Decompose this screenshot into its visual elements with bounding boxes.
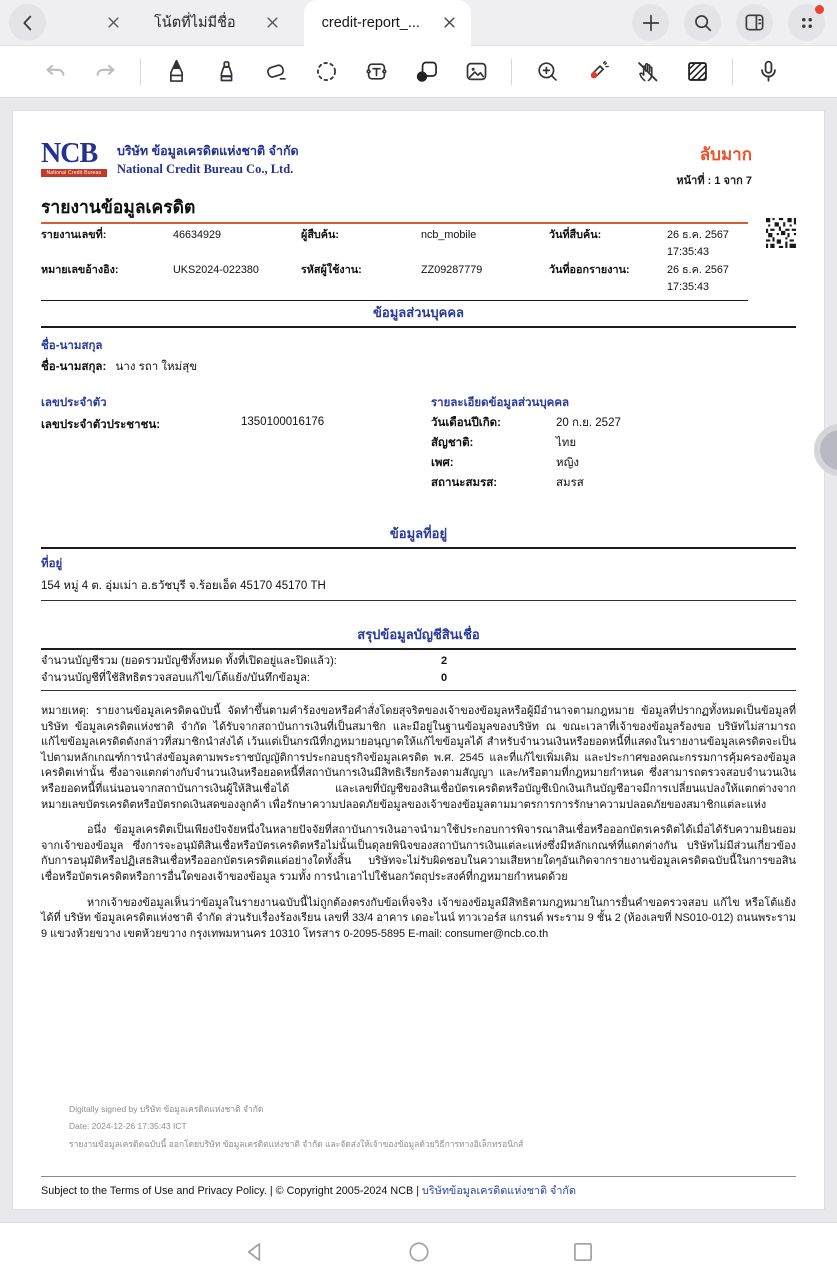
new-tab-button[interactable]	[632, 4, 669, 41]
summary-label: จำนวนบัญชีที่ใช้สิทธิตรวจสอบแก้ไข/โต้แย้ง/บันทึกข้อมูล:	[41, 671, 310, 684]
annotation-toolbar	[0, 46, 837, 98]
detail-value: สมรส	[556, 477, 584, 490]
report-header	[41, 138, 796, 189]
microphone-icon	[755, 58, 782, 85]
meta-value: 26 ธ.ค. 2567 17:35:43	[667, 263, 729, 293]
text-tool-icon	[363, 58, 390, 85]
page-footer	[41, 1176, 796, 1199]
name-label: ชื่อ-นามสกุล:	[41, 361, 107, 374]
signature-line-1: Digitally signed by บริษัท ข้อมูลเครดิตแห่งชาติ จำกัด	[69, 1104, 264, 1114]
meta-value: ZZ09287779	[421, 263, 483, 276]
undo-button[interactable]	[30, 50, 80, 94]
notification-badge	[815, 5, 824, 14]
search-icon	[692, 12, 714, 34]
id-value: 1350100016176	[241, 416, 325, 429]
tab-title-note[interactable]: โน้ตที่ไม่มีชื่อ	[154, 15, 236, 31]
detail-label: สัญชาติ:	[431, 437, 474, 450]
detail-label: วันเดือนปีเกิด:	[431, 417, 501, 430]
shapes-tool-button[interactable]	[401, 50, 451, 94]
close-tab-button[interactable]	[98, 8, 128, 38]
lasso-tool-button[interactable]	[301, 50, 351, 94]
split-view-button[interactable]	[736, 4, 773, 41]
meta-value: 26 ธ.ค. 2567 17:35:43	[667, 229, 729, 259]
apps-menu-button[interactable]	[788, 4, 825, 41]
detail-value: หญิง	[556, 457, 579, 470]
meta-label: รายงานเลขที่:	[41, 229, 107, 241]
section-personal-info-title: ข้อมูลส่วนบุคคล	[41, 301, 796, 328]
confidential-label: ลับมาก	[699, 145, 752, 164]
credit-report-page[interactable]	[12, 110, 825, 1210]
company-name-en: National Credit Bureau Co., Ltd.	[117, 162, 294, 176]
report-meta	[41, 222, 796, 301]
tab-title: credit-report_...	[321, 14, 420, 31]
detail-value: ไทย	[556, 437, 577, 450]
meta-label: รหัสผู้ใช้งาน:	[301, 263, 362, 276]
microphone-button[interactable]	[743, 50, 793, 94]
android-navigation-bar	[0, 1222, 837, 1280]
id-label: เลขประจำตัวประชาชน:	[41, 419, 161, 432]
disclaimer-notes	[41, 704, 796, 942]
toolbar-divider	[140, 59, 141, 85]
digital-signature-block	[69, 1101, 523, 1153]
eraser-tool-button[interactable]	[251, 50, 301, 94]
close-tab-button[interactable]	[258, 8, 288, 38]
redo-button[interactable]	[80, 50, 130, 94]
pen-tool-button[interactable]	[151, 50, 201, 94]
page-number-label: หน้าที่ : 1 จาก 7	[676, 175, 752, 187]
back-triangle-icon	[240, 1237, 270, 1267]
signature-line-3: รายงานข้อมูลเครดิตฉบับนี้ ออกโดยบริษัท ข้อมูลเครดิตแห่งชาติ จำกัด และจัดส่งให้เจ้าของข้อมูลด้วยวิธีการทางอิเล็กทรอนิกส์	[69, 1138, 524, 1149]
back-button[interactable]	[9, 4, 46, 41]
meta-label: หมายเลขอ้างอิง:	[41, 263, 119, 276]
pattern-tool-button[interactable]	[672, 50, 722, 94]
apps-grid-icon	[796, 12, 818, 34]
nav-back-button[interactable]	[232, 1229, 278, 1275]
eraser-icon	[263, 58, 290, 85]
section-address-title: ข้อมูลที่อยู่	[41, 522, 796, 549]
id-section-header: เลขประจำตัว	[41, 397, 107, 410]
ncb-logo-text: NCB	[41, 138, 98, 169]
disclaimer-paragraph-2: อนึ่ง ข้อมูลเครดิตเป็นเพียงปัจจัยหนึ่งในหลายปัจจัยที่สถาบันการเงินอาจนำมาใช้ประกอบการพิจารณาสินเชื่อหรือออกบัตรเครดิตได้เมื่อได้รับความยินยอมจากเจ้าของข้อมูล ซึ่งการจะอนุมัติสินเชื่อหรือบัตรเครดิตหรือไม่นั้นเป็นดุลยพินิจของสถาบันการเงินแต่ละแห่งซึ่งมีหลักเกณฑ์ที่แตกต่างกัน บริษัทไม่มีส่วนเกี่ยวข้องกับการอนุมัติหรือปฏิเสธสินเชื่อหรือออกบัตรเครดิตแต่อย่างใดทั้งสิ้น บริษัทจะไม่รับผิดชอบในความเสียหายใดๆอันเกิดจากรายงานข้อมูลเครดิตฉบับนี้ในการขอสินเชื่อหรือบัตรเครดิตหรือการอื่นใดของเจ้าของข้อมูล รวมทั้ง การนำเอาไปใช้นอกวัตถุประสงค์ที่กฎหมายกำหนดด้วย	[41, 824, 796, 883]
detail-label: เพศ:	[431, 457, 454, 470]
lasso-icon	[313, 58, 340, 85]
pen-icon	[163, 58, 190, 85]
laser-pen-icon	[584, 58, 611, 85]
palm-rejection-icon	[634, 58, 661, 85]
footer-text: Subject to the Terms of Use and Privacy Policy. | © Copyright 2005-2024 NCB |	[41, 1185, 423, 1197]
disclaimer-paragraph-1: หมายเหตุ: รายงานข้อมูลเครดิตฉบับนี้ จัดทำขึ้นตามคำร้องขอหรือคำสั่งโดยสุจริตของเจ้าของข้อมูลหรือผู้มีอำนาจตามกฎหมาย ข้อมูลที่ปรากฏทั้งหมดเป็นข้อมูลที่บริษัท ข้อมูลเครดิตแห่งชาติ จำกัด ได้รับจากสถาบันการเงินที่เป็นสมาชิก และมีอยู่ในฐานข้อมูลของบริษัท ณ ขณะเวลาที่เจ้าของข้อมูลร้องขอ บริษัทไม่สามารถแก้ไขข้อมูลเครดิตดังกล่าวที่สมาชิกนำส่งได้ เว้นแต่เป็นกรณีที่กฎหมายอนุญาตให้แก้ไขข้อมูลได้ สำหรับจำนวนเงินหรือยอดหนี้ที่แสดงในรายงานข้อมูลเครดิตจะเป็นไปตามหลักเกณฑ์การนำส่งข้อมูลตามพระราชบัญญัติการประกอบธุรกิจข้อมูลเครดิต พ.ศ. 2545 และที่แก้ไขเพิ่มเติม และประกาศของคณะกรรมการคุ้มครองข้อมูลเครดิตเท่านั้น ซึ่งอาจแตกต่างกับจำนวนเงินหรือยอดหนี้ที่สถาบันการเงินมีสิทธิเรียกร้องตามสัญญา และ/หรือตามที่กฎหมายกำหนด ซึ่งสามารถตรวจสอบจำนวนเงินหรือยอดหนี้ที่แน่นอนจากสถาบันการเงินผู้ให้สินเชื่อได้ และเลขที่บัญชีของสินเชื่อบัตรเครดิตหรือบัญชีเบิกเงินเกินบัญชีอาจมีการเปลี่ยนแปลงให้แตกต่างจากหมายเลขบัตรเครดิตหรือบัตรกดเงินสดของลูกค้า เพื่อรักษาความปลอดภัยข้อมูลของเจ้าของข้อมูลตามมาตรการการรักษาความปลอดภัยของสมาชิกแต่ละแห่ง	[41, 705, 796, 811]
details-section-header: รายละเอียดข้อมูลส่วนบุคคล	[431, 397, 570, 410]
split-view-icon	[743, 11, 766, 34]
address-value: 154 หมู่ 4 ต. อุ่มเม่า อ.ธวัชบุรี จ.ร้อยเอ็ด 45170 45170 TH	[41, 577, 796, 601]
close-icon	[265, 15, 280, 30]
name-value: นาง รถา ใหม่สุข	[115, 361, 198, 374]
tab-active-credit-report[interactable]	[304, 0, 471, 46]
meta-value: ncb_mobile	[421, 229, 477, 241]
close-icon[interactable]	[442, 15, 457, 30]
nav-recents-button[interactable]	[560, 1229, 606, 1275]
text-tool-button[interactable]	[351, 50, 401, 94]
zoom-in-button[interactable]	[522, 50, 572, 94]
marker-tool-button[interactable]	[201, 50, 251, 94]
zoom-in-icon	[534, 58, 561, 85]
summary-value: 2	[441, 655, 448, 668]
report-title: รายงานข้อมูลเครดิต	[41, 197, 196, 217]
toolbar-divider	[511, 59, 512, 85]
close-icon	[106, 15, 121, 30]
ncb-logo	[41, 138, 107, 177]
pattern-icon	[684, 58, 711, 85]
signature-line-2: Date: 2024-12-26 17:35:43 ICT	[69, 1121, 187, 1132]
section-summary-title: สรุปข้อมูลบัญชีสินเชื่อ	[41, 623, 796, 650]
home-circle-icon	[404, 1237, 434, 1267]
ncb-logo-subtext: National Credit Bureau	[41, 169, 107, 177]
qr-code	[766, 218, 796, 248]
company-name-th: บริษัท ข้อมูลเครดิตแห่งชาติ จำกัด	[117, 144, 299, 158]
footer-company-link[interactable]: บริษัทข้อมูลเครดิตแห่งชาติ จำกัด	[422, 1185, 576, 1197]
meta-value: UKS2024-022380	[173, 263, 259, 276]
image-icon	[463, 58, 490, 85]
plus-icon	[640, 12, 662, 34]
meta-label: วันที่ออกรายงาน:	[549, 263, 630, 276]
summary-value: 0	[441, 671, 448, 684]
redo-icon	[92, 58, 119, 85]
detail-value: 20 ก.ย. 2527	[556, 417, 621, 430]
detail-label: สถานะสมรส:	[431, 477, 498, 490]
search-button[interactable]	[684, 4, 721, 41]
disclaimer-paragraph-3: หากเจ้าของข้อมูลเห็นว่าข้อมูลในรายงานฉบับนี้ไม่ถูกต้องตรงกับข้อเท็จจริง เจ้าของข้อมูลมีสิทธิตามกฎหมายในการยื่นคำขอตรวจสอบ แก้ไข หรือโต้แย้งได้ที่ บริษัท ข้อมูลเครดิตแห่งชาติ จำกัด ส่วนรับเรื่องร้องเรียน เลขที่ 33/4 อาคาร เดอะไนน์ ทาวเวอร์ส แกรนด์ พระราม 9 ชั้น 2 (ห้องเลขที่ NS010-012) ถนนพระราม 9 แขวงห้วยขวาง เขตห้วยขวาง กรุงเทพมหานคร 10310 โทรสาร 0-2095-5895 E-mail: consumer@ncb.co.th	[41, 896, 796, 940]
image-tool-button[interactable]	[451, 50, 501, 94]
address-label: ที่อยู่	[41, 558, 63, 571]
laser-pen-button[interactable]	[572, 50, 622, 94]
undo-icon	[42, 58, 69, 85]
meta-value: 46634929	[173, 229, 222, 241]
name-section-header: ชื่อ-นามสกุล	[41, 340, 103, 353]
toolbar-divider	[732, 59, 733, 85]
meta-label: วันที่สืบค้น:	[549, 229, 602, 241]
back-chevron-icon	[17, 12, 39, 34]
summary-label: จำนวนบัญชีรวม (ยอดรวมบัญชีทั้งหมด ทั้งที่เปิดอยู่และปิดแล้ว):	[41, 655, 337, 668]
nav-home-button[interactable]	[396, 1229, 442, 1275]
recents-square-icon	[568, 1237, 598, 1267]
meta-label: ผู้สืบค้น:	[301, 229, 339, 241]
palm-rejection-button[interactable]	[622, 50, 672, 94]
shapes-icon	[413, 58, 440, 85]
marker-icon	[213, 58, 240, 85]
browser-tab-bar	[0, 0, 837, 46]
